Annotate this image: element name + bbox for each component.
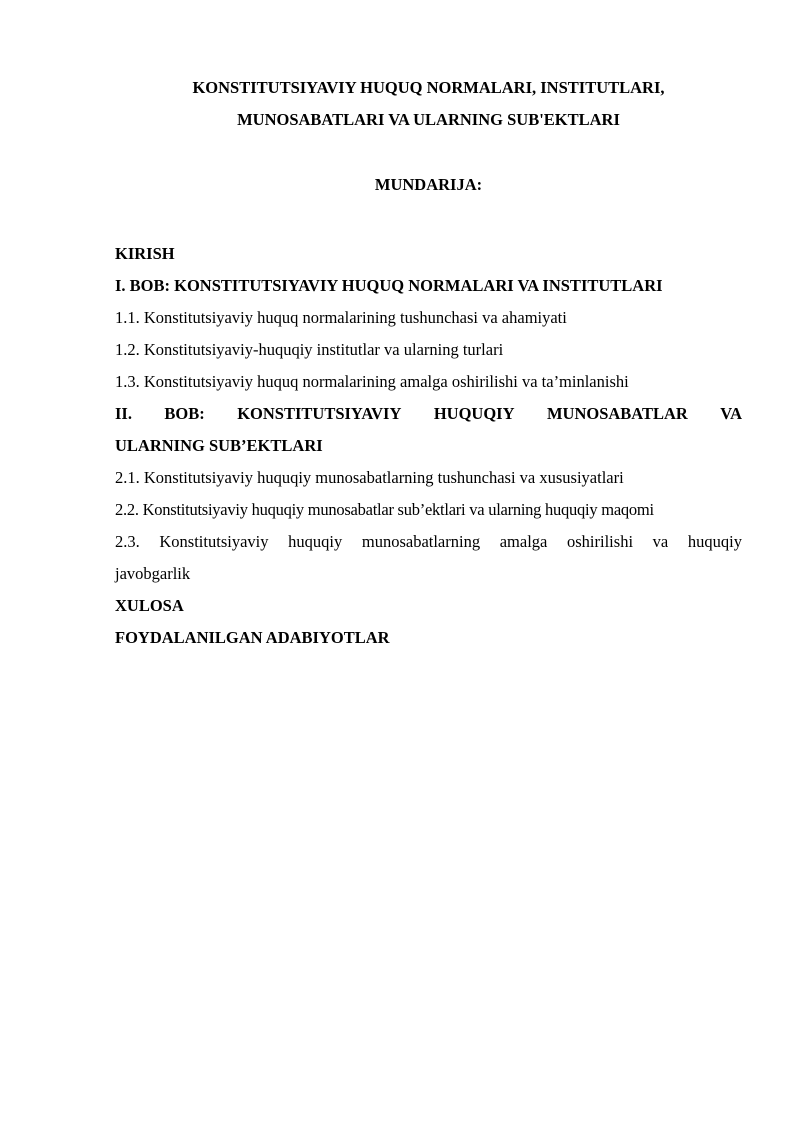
table-of-contents	[115, 238, 742, 654]
toc-item-2-3-word: oshirilishi	[567, 532, 634, 551]
toc-chapter-2-line-1	[115, 398, 742, 430]
title-line-1: KONSTITUTSIYAVIY HUQUQ NORMALARI, INSTITUTLARI,	[192, 78, 665, 97]
toc-item-2-3-word: amalga	[499, 532, 548, 551]
toc-item-2-3-word: huquqiy	[288, 532, 343, 551]
toc-chapter-1: I. BOB: KONSTITUTSIYAVIY HUQUQ NORMALARI VA INSTITUTLARI	[115, 276, 663, 295]
toc-item-1-3: 1.3. Konstitutsiyaviy huquq normalarining amalga oshirilishi va ta’minlanishi	[115, 372, 629, 391]
toc-item-2-3-line-1	[115, 526, 742, 558]
toc-chapter-2-word: HUQUQIY	[433, 404, 515, 423]
toc-item-2-3-word: 2.3.	[115, 532, 140, 551]
toc-item-1-2: 1.2. Konstitutsiyaviy-huquqiy institutlar va ularning turlari	[115, 340, 504, 359]
toc-chapter-2-word: KONSTITUTSIYAVIY	[237, 404, 402, 423]
toc-references: FOYDALANILGAN ADABIYOTLAR	[115, 628, 390, 647]
toc-chapter-2-word: BOB:	[164, 404, 205, 423]
toc-chapter-2-word: VA	[720, 404, 742, 423]
toc-item-2-1: 2.1. Konstitutsiyaviy huquqiy munosabatlarning tushunchasi va xususiyatlari	[115, 468, 624, 487]
toc-item-2-3-word: huquqiy	[687, 532, 742, 551]
toc-item-2-2: 2.2. Konstitutsiyaviy huquqiy munosabatlar sub’ektlari va ularning huquqiy maqomi	[115, 500, 654, 519]
toc-heading: MUNDARIJA:	[374, 175, 483, 194]
toc-chapter-2-word: II.	[115, 404, 132, 423]
toc-item-2-3-word: va	[652, 532, 669, 551]
toc-chapter-2-word: MUNOSABATLAR	[546, 404, 688, 423]
toc-item-2-3-word: Konstitutsiyaviy	[159, 532, 269, 551]
toc-conclusion: XULOSA	[115, 596, 184, 615]
toc-intro: KIRISH	[115, 244, 175, 263]
title-line-2: MUNOSABATLARI VA ULARNING SUB'EKTLARI	[237, 110, 620, 129]
toc-item-2-3-word: munosabatlarning	[361, 532, 481, 551]
toc-item-2-3-line-2: javobgarlik	[115, 564, 191, 583]
toc-item-1-1: 1.1. Konstitutsiyaviy huquq normalarining tushunchasi va ahamiyati	[115, 308, 567, 327]
document-title	[115, 72, 742, 136]
toc-chapter-2-line-2: ULARNING SUB’EKTLARI	[115, 436, 323, 455]
